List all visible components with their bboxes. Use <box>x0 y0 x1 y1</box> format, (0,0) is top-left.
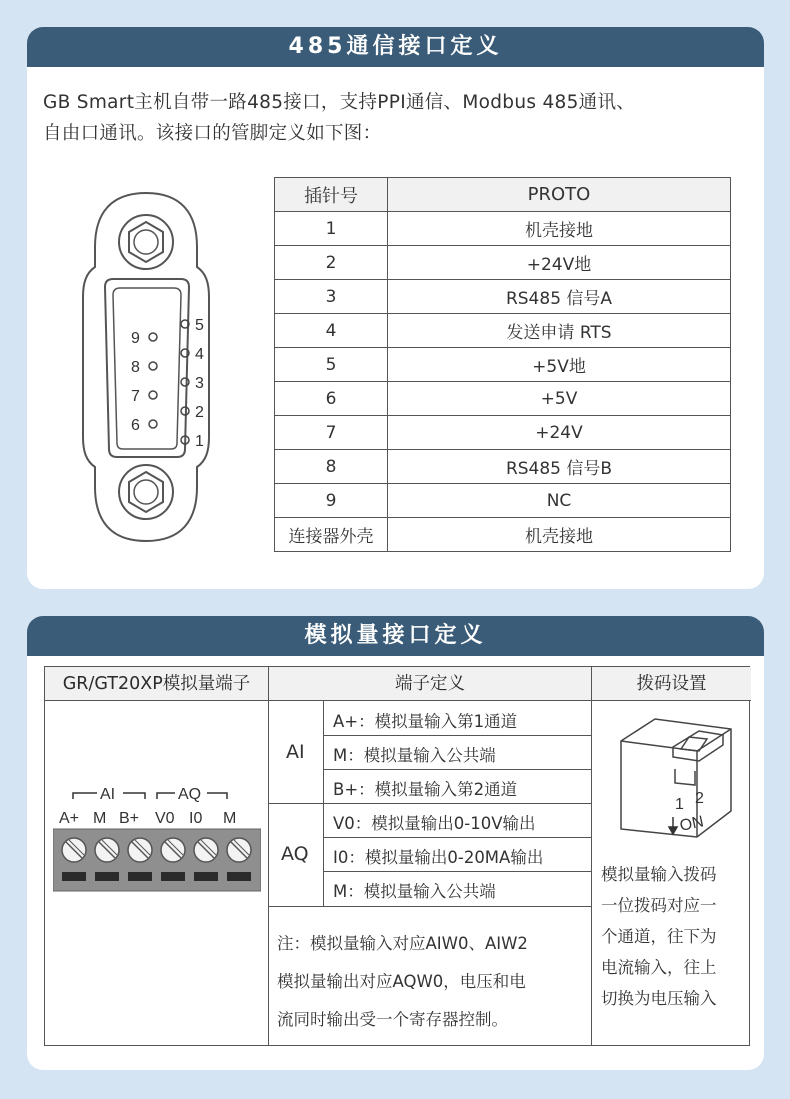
pin-definition-table <box>274 177 731 552</box>
terminal-screw-icon <box>62 838 86 862</box>
proto-header: PROTO <box>388 178 731 212</box>
aq-group-label: AQ <box>281 843 309 865</box>
note-line: 模拟量输出对应AQW0，电压和电 <box>277 972 526 991</box>
dip-desc-line: 个通道，往下为 <box>601 927 717 946</box>
rs485-section-title: 485通信接口定义 <box>27 27 764 67</box>
terminal-screw-icon <box>95 838 119 862</box>
terminal-screw-icon <box>128 838 152 862</box>
pin-number: 8 <box>275 450 388 484</box>
pin-function: +24V <box>388 416 731 450</box>
table-row <box>275 518 731 552</box>
pin-label-4: 4 <box>195 346 204 363</box>
dip-desc-line: 模拟量输入拨码 <box>601 865 717 884</box>
dip-desc-line: 一位拨码对应一 <box>601 896 717 915</box>
divider <box>268 906 591 907</box>
terminal-housing <box>53 829 261 891</box>
terminal-label-m: M <box>93 810 107 827</box>
dip-header: 拨码设置 <box>592 667 751 701</box>
rs485-intro <box>43 87 758 149</box>
terminal-aq-label: AQ <box>178 786 202 803</box>
ai-group-label: AI <box>286 741 305 763</box>
analog-card <box>27 616 764 1070</box>
terminal-label-a-plus: A+ <box>59 810 80 827</box>
pin-number: 7 <box>275 416 388 450</box>
divider <box>268 667 269 1045</box>
terminal-screw-icon <box>194 838 218 862</box>
table-row <box>275 348 731 382</box>
pin-hole-8 <box>149 362 157 370</box>
ai-item: M：模拟量输入公共端 <box>333 746 496 765</box>
terminal-label-b-plus: B+ <box>119 810 140 827</box>
connector-inner-face <box>105 279 189 457</box>
divider <box>323 837 591 838</box>
terminal-ai-label: AI <box>100 786 116 803</box>
table-row <box>275 450 731 484</box>
pin-number: 连接器外壳 <box>275 518 388 552</box>
note-line: 注：模拟量输入对应AIW0、AIW2 <box>277 934 528 953</box>
table-row <box>275 246 731 280</box>
pin-label-8: 8 <box>131 359 140 376</box>
arrow-down-icon <box>669 817 677 834</box>
pin-function: RS485 信号A <box>388 280 731 314</box>
pin-function: 机壳接地 <box>388 212 731 246</box>
ai-item: B+：模拟量输入第2通道 <box>333 780 518 799</box>
aq-item: M：模拟量输入公共端 <box>333 882 496 901</box>
pin-hole-3 <box>181 378 189 386</box>
table-row <box>275 212 731 246</box>
dip-switch-diagram <box>615 711 735 841</box>
pin-function: +5V <box>388 382 731 416</box>
bottom-screw-icon <box>119 465 173 519</box>
pin-function: +5V地 <box>388 348 731 382</box>
analog-note <box>277 925 528 1039</box>
dip-desc-line: 电流输入，往上 <box>601 958 717 977</box>
pin-function: NC <box>388 484 731 518</box>
pin-hole-7 <box>149 391 157 399</box>
pin-label-1: 1 <box>195 433 204 450</box>
pin-number: 5 <box>275 348 388 382</box>
intro-line-1: GB Smart主机自带一路485接口，支持PPI通信、Modbus 485通讯、 <box>43 92 636 113</box>
note-line: 流同时输出受一个寄存器控制。 <box>277 1010 508 1029</box>
connector-shell-outline <box>83 193 209 541</box>
divider <box>268 803 591 804</box>
divider <box>323 735 591 736</box>
pin-number: 2 <box>275 246 388 280</box>
pin-label-7: 7 <box>131 388 140 405</box>
terminal-screw-icon <box>161 838 185 862</box>
dip-on-label: ON <box>678 813 706 835</box>
dip-desc-line: 切换为电压输入 <box>601 989 717 1008</box>
pin-number: 9 <box>275 484 388 518</box>
db9-connector-diagram <box>81 187 211 547</box>
table-row <box>275 484 731 518</box>
rs485-card <box>27 27 764 589</box>
aq-item: I0：模拟量输出0-20MA输出 <box>333 848 544 867</box>
dip-number-1: 1 <box>675 796 684 813</box>
pin-function: 发送申请 RTS <box>388 314 731 348</box>
pin-label-6: 6 <box>131 417 140 434</box>
terminal-label-i0: I0 <box>189 810 203 827</box>
terminal-screw-icon <box>227 838 251 862</box>
table-row <box>275 416 731 450</box>
terminal-header: GR/GT20XP模拟量端子 <box>45 667 268 701</box>
pin-function: RS485 信号B <box>388 450 731 484</box>
pin-hole-9 <box>149 333 157 341</box>
analog-section-title: 模拟量接口定义 <box>27 616 764 656</box>
table-row <box>275 280 731 314</box>
pin-function: +24V地 <box>388 246 731 280</box>
pin-function: 机壳接地 <box>388 518 731 552</box>
analog-table <box>44 666 750 1046</box>
aq-item: V0：模拟量输出0-10V输出 <box>333 814 536 833</box>
pin-number: 6 <box>275 382 388 416</box>
pin-number-header: 插针号 <box>275 178 388 212</box>
terminal-label-m2: M <box>223 810 237 827</box>
pin-number: 3 <box>275 280 388 314</box>
pin-label-2: 2 <box>195 404 204 421</box>
pin-table-header-row <box>275 178 731 212</box>
divider <box>591 667 592 1045</box>
ai-item: A+：模拟量输入第1通道 <box>333 712 518 731</box>
terminal-label-v0: V0 <box>155 810 175 827</box>
pin-label-5: 5 <box>195 317 204 334</box>
dip-description <box>601 859 717 1014</box>
definition-header: 端子定义 <box>269 667 591 701</box>
pin-hole-6 <box>149 420 157 428</box>
pin-label-9: 9 <box>131 330 140 347</box>
table-row <box>275 382 731 416</box>
pin-label-3: 3 <box>195 375 204 392</box>
intro-line-2: 自由口通讯。该接口的管脚定义如下图： <box>43 123 382 144</box>
pin-number: 4 <box>275 314 388 348</box>
divider <box>323 769 591 770</box>
dip-number-2: 2 <box>695 790 704 807</box>
pin-number: 1 <box>275 212 388 246</box>
analog-terminal-block <box>53 779 261 899</box>
table-row <box>275 314 731 348</box>
connector-inner-face-2 <box>113 288 181 449</box>
top-screw-icon <box>119 215 173 269</box>
divider <box>323 871 591 872</box>
